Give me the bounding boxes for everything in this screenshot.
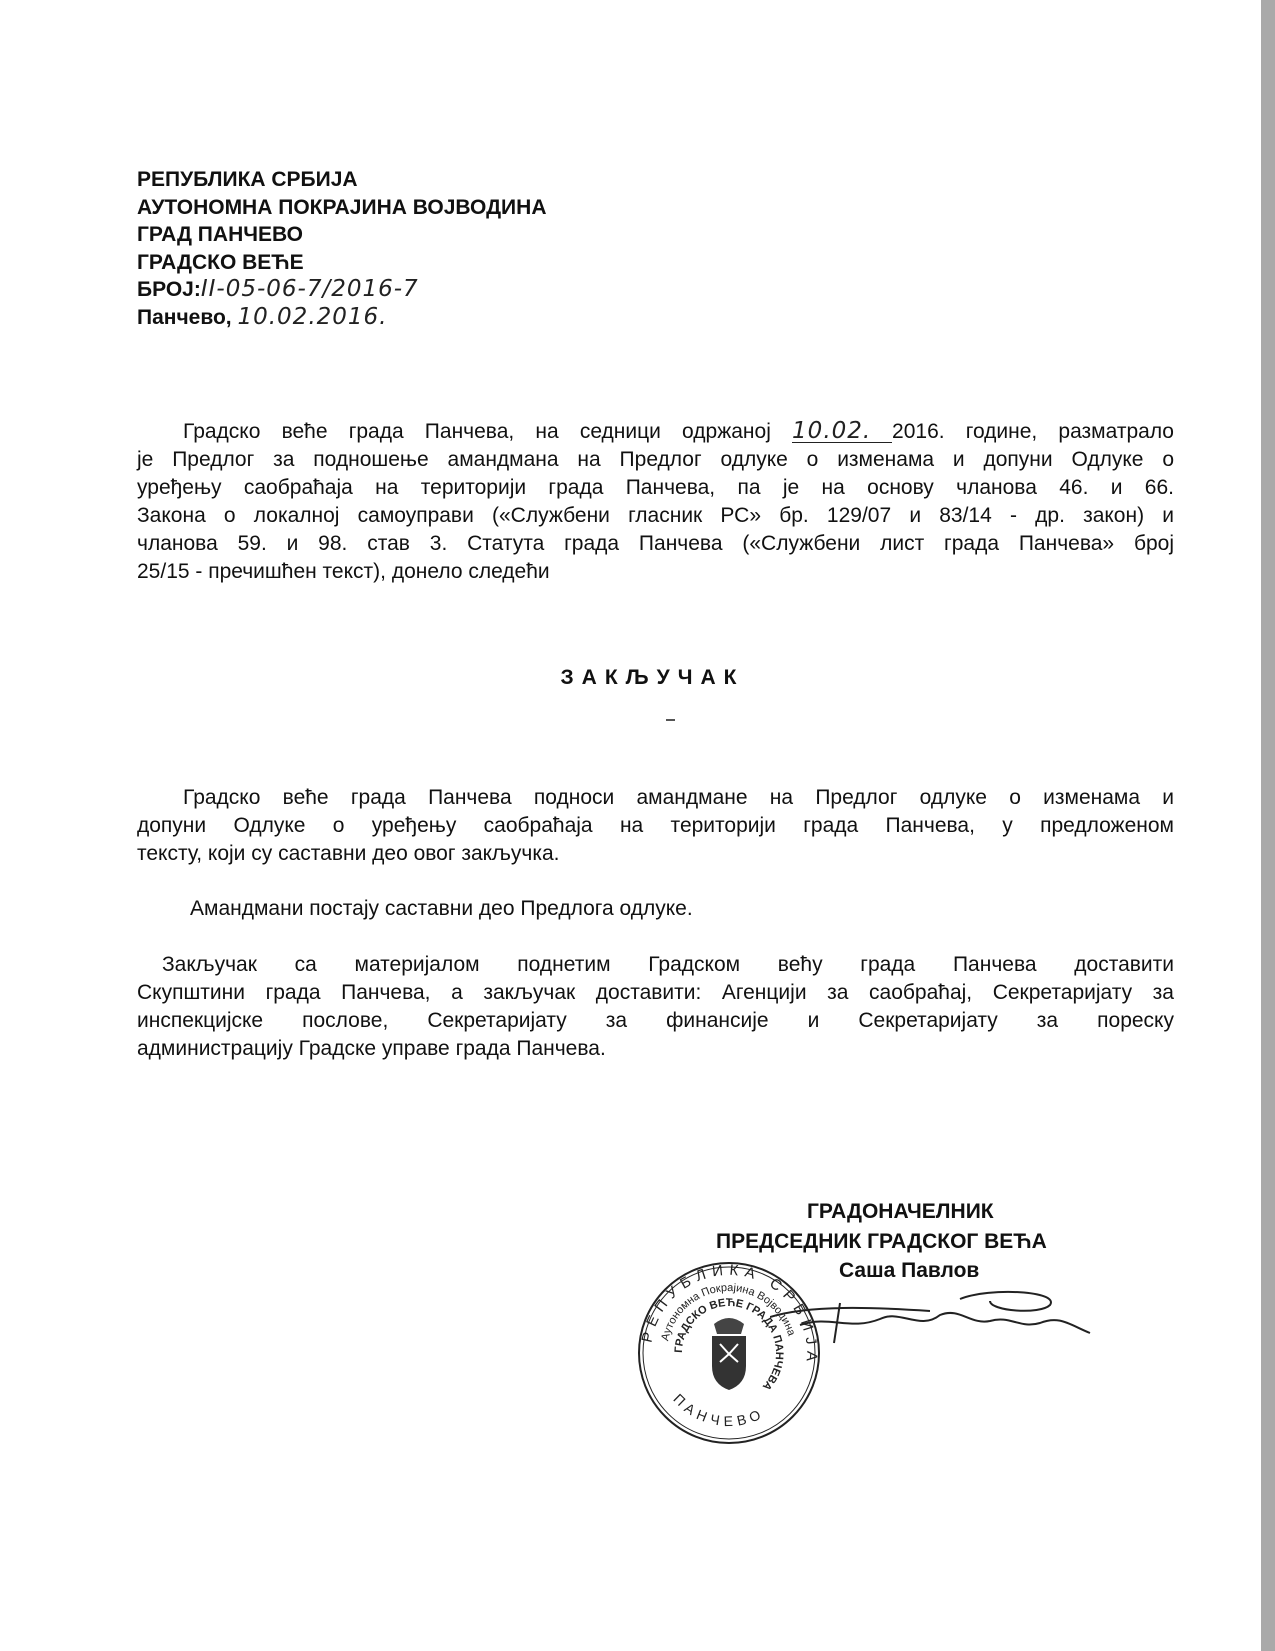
paragraph-line: Градско веће града Панчева подноси амандмане на Предлог одлуке о изменама и [183,786,1174,809]
number-label: БРОЈ: [137,278,201,301]
conclusion-paragraph-1 [137,784,1174,868]
paragraph-line: тексту, који су саставни део овог закључка. [137,842,560,865]
svg-text:ПАНЧЕВО: ПАНЧЕВО [670,1390,768,1430]
paragraph-line: Скупштини града Панчева, а закључак доставити: Агенцији за саобраћај, Секретаријату за [137,981,1174,1004]
paragraph-line: Закључак са материјалом поднетим Градском већу града Панчева доставити [162,953,1174,976]
preamble-text: Градско веће града Панчева, на седници одржаној [183,420,771,443]
header-country: РЕПУБЛИКА СРБИЈА [137,168,358,191]
header-council: ГРАДСКО ВЕЋЕ [137,250,304,274]
preamble-text: 2016. године, разматрало [892,420,1174,443]
signature-name: Саша Павлов [839,1259,980,1282]
signature-title-mayor: ГРАДОНАЧЕЛНИК [807,1200,994,1223]
conclusion-paragraph-3 [137,951,1174,1063]
handwritten-number: II-05-06-7/2016-7 [200,276,419,302]
conclusion-paragraph-2 [137,895,1174,923]
preamble-line: је Предлог за подношење амандмана на Предлог одлуке о изменама и допуни Одлуке о [137,448,1174,471]
svg-text:ГРАДСКО ВЕЋЕ ГРАДА ПАНЧЕВА: ГРАДСКО ВЕЋЕ ГРАДА ПАНЧЕВА [672,1296,786,1393]
preamble-line: уређењу саобраћаја на територији града Панчева, па је на основу чланова 46. и 66. [137,476,1174,499]
handwritten-signature [770,1285,1100,1345]
svg-text:Аутономна Покрајина Војводина: Аутономна Покрајина Војводина [659,1281,798,1343]
paragraph-line: допуни Одлуке о уређењу саобраћаја на територији града Панчева, у предложеном [137,814,1174,837]
place-label: Панчево, [137,305,232,329]
preamble-line: чланова 59. и 98. став 3. Статута града Панчева («Службени лист града Панчева» број [137,532,1174,555]
document-title: ЗАКЉУЧАК [560,666,745,689]
divider-dash [666,719,675,721]
preamble-paragraph [137,418,1174,586]
handwritten-date: 10.02.2016. [237,303,388,330]
paragraph-line: Амандмани постају саставни део Предлога одлуке. [190,897,693,920]
preamble-line: 25/15 - пречишћен текст), донело следећи [137,560,550,583]
preamble-line: Закона о локалној самоуправи («Службени гласник РС» бр. 129/07 и 83/14 - др. закон) и [137,504,1174,527]
signature-title-president: ПРЕДСЕДНИК ГРАДСКОГ ВЕЋА [716,1230,1047,1253]
header-number [137,276,546,304]
handwritten-session-date: 10.02. [792,420,892,443]
paragraph-line: администрацију Градске управе града Панчева. [137,1037,606,1060]
preamble-line [137,418,1174,446]
svg-text:РЕПУБЛИКА СРБИЈА: РЕПУБЛИКА СРБИЈА [638,1261,821,1368]
header-city: ГРАД ПАНЧЕВО [137,223,303,246]
header-place-date [137,304,546,332]
document-header [137,166,546,331]
paragraph-line: инспекцијске послове, Секретаријату за финансије и Секретаријату за пореску [137,1009,1174,1032]
coat-of-arms-icon [712,1318,746,1390]
header-province: АУТОНОМНА ПОКРАЈИНА ВОЈВОДИНА [137,195,547,219]
scan-edge [1261,0,1275,1651]
